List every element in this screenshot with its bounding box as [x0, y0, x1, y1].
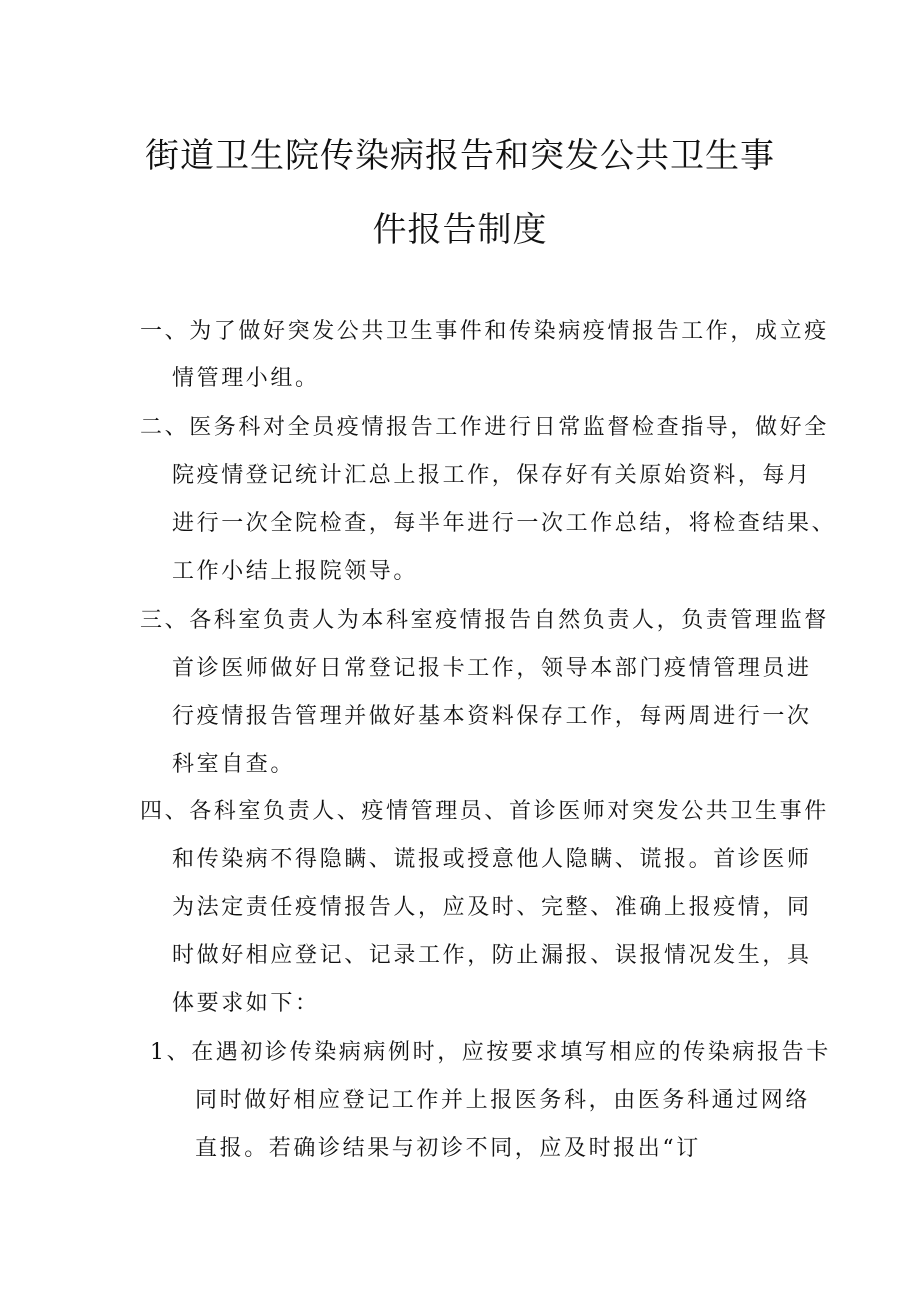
paragraph-3-line-4: 科室自查。 [172, 752, 296, 777]
document-title-line-1: 街道卫生院传染病报告和突发公共卫生事 [145, 136, 775, 176]
paragraph-4-line-1: 四、各科室负责人、疫情管理员、首诊医师对突发公共卫生事件 [140, 799, 829, 824]
sub-item-1-line-1: 1、在遇初诊传染病病例时，应按要求填写相应的传染病报告卡 [150, 1040, 831, 1065]
paragraph-1-line-1: 一、为了做好突发公共卫生事件和传染病疫情报告工作，成立疫 [140, 319, 829, 344]
paragraph-2-line-1: 二、医务科对全员疫情报告工作进行日常监督检查指导，做好全 [140, 415, 829, 440]
sub-item-1-line-2: 同时做好相应登记工作并上报医务科，由医务科通过网络 [195, 1088, 811, 1113]
paragraph-4-line-2: 和传染病不得隐瞒、谎报或授意他人隐瞒、谎报。首诊医师 [172, 847, 812, 872]
paragraph-1-line-2: 情管理小组。 [172, 366, 320, 391]
paragraph-3-line-3: 行疫情报告管理并做好基本资料保存工作，每两周进行一次 [172, 704, 812, 729]
paragraph-2-line-2: 院疫情登记统计汇总上报工作，保存好有关原始资料，每月 [172, 463, 812, 488]
paragraph-4-line-3: 为法定责任疫情报告人，应及时、完整、准确上报疫情，同 [172, 895, 812, 920]
paragraph-4-line-4: 时做好相应登记、记录工作，防止漏报、误报情况发生，具 [172, 943, 812, 968]
sub-item-1-line-3: 直报。若确诊结果与初诊不同，应及时报出“订 [195, 1136, 701, 1161]
paragraph-4-line-5: 体要求如下： [172, 991, 320, 1016]
paragraph-3-line-2: 首诊医师做好日常登记报卡工作，领导本部门疫情管理员进 [172, 656, 812, 681]
paragraph-2-line-4: 工作小结上报院领导。 [172, 559, 419, 584]
document-title-line-2: 件报告制度 [372, 210, 548, 250]
paragraph-3-line-1: 三、各科室负责人为本科室疫情报告自然负责人，负责管理监督 [140, 608, 829, 633]
paragraph-2-line-3: 进行一次全院检查，每半年进行一次工作总结，将检查结果、 [172, 511, 837, 536]
